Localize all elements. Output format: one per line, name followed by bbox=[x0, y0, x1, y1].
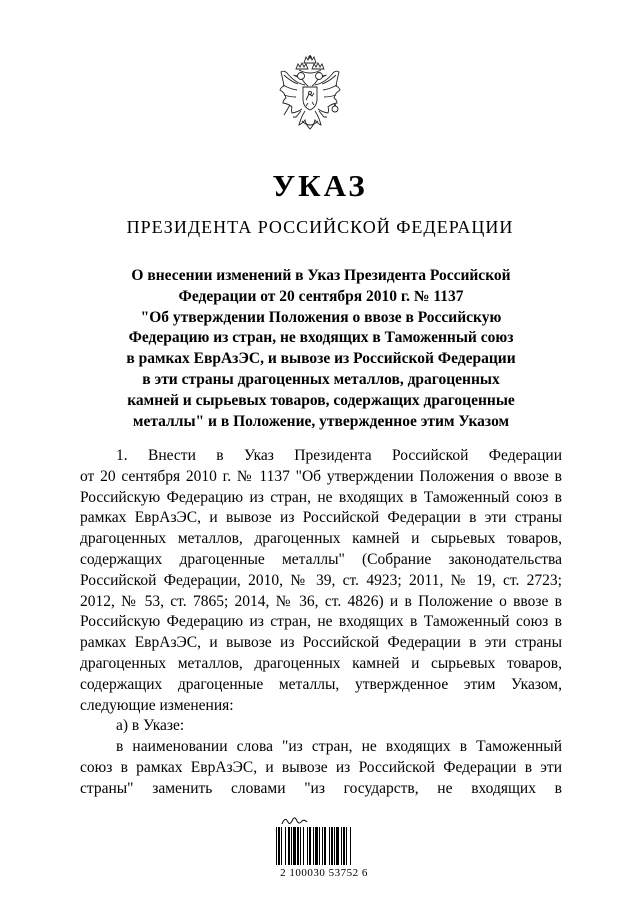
body-line: Российской Федерации, 2010, № 39, ст. 4923; 2011, № 19, ст. 2723; bbox=[80, 571, 562, 589]
body-line: содержащих драгоценные металлы" (Собрание законодательства bbox=[80, 550, 562, 568]
heading-line: Федерацию из стран, не входящих в Таможенный союз bbox=[128, 329, 514, 347]
heading-line: О внесении изменений в Указ Президента Российской bbox=[131, 267, 511, 284]
barcode-icon bbox=[274, 827, 384, 865]
barcode-number: 2 100030 53752 6 bbox=[280, 867, 368, 879]
body-line: содержащих драгоценные металлы, утвержденное этим Указом, bbox=[80, 675, 562, 693]
body-line: рамках ЕврАзЭС, и вывозе из Российской Федерации в эти страны bbox=[80, 509, 562, 527]
body-line: рамках ЕврАзЭС, и вывозе из Российской Федерации в эти страны bbox=[80, 634, 562, 652]
handwritten-mark-icon bbox=[280, 815, 310, 827]
document-heading bbox=[118, 266, 524, 432]
decree-subtitle: ПРЕЗИДЕНТА РОССИЙСКОЙ ФЕДЕРАЦИИ bbox=[126, 217, 514, 237]
document-barcode bbox=[264, 815, 384, 885]
heading-line: камней и сырьевых товаров, содержащих драгоценные bbox=[127, 391, 515, 409]
body-line: следующие изменения: bbox=[80, 696, 234, 714]
body-line: драгоценных металлов, драгоценных камней и сырьевых товаров, bbox=[80, 530, 562, 548]
body-line: страны" заменить словами "из государств, не входящих в bbox=[80, 779, 562, 797]
body-line: драгоценных металлов, драгоценных камней и сырьевых товаров, bbox=[80, 654, 562, 672]
heading-line: "Об утверждении Положения о ввозе в Российскую bbox=[140, 308, 502, 326]
body-line: 2012, № 53, ст. 7865; 2014, № 36, ст. 4826) и в Положение о ввозе в bbox=[80, 592, 562, 610]
body-line: от 20 сентября 2010 г. № 1137 "Об утверждении Положения о ввозе в bbox=[80, 467, 562, 485]
heading-line: металлы" и в Положение, утвержденное этим Указом bbox=[132, 412, 510, 430]
body-line: Российскую Федерацию из стран, не входящих в Таможенный союз в bbox=[80, 488, 562, 506]
body-line: а) в Указе: bbox=[116, 717, 185, 735]
russian-coat-of-arms-icon bbox=[275, 55, 345, 141]
heading-line: в эти страны драгоценных металлов, драгоценных bbox=[142, 370, 500, 388]
heading-line: Федерации от 20 сентября 2010 г. № 1137 bbox=[178, 287, 464, 305]
body-line: Российскую Федерацию из стран, не входящих в Таможенный союз в bbox=[80, 613, 562, 631]
heading-line: в рамках ЕврАзЭС, и вывозе из Российской Федерации bbox=[126, 350, 516, 368]
document-body bbox=[80, 446, 562, 800]
body-line: 1. Внести в Указ Президента Российской Федерации bbox=[116, 447, 562, 464]
body-line: в наименовании слова "из стран, не входящих в Таможенный bbox=[116, 738, 562, 756]
body-line: союз в рамках ЕврАзЭС, и вывозе из Российской Федерации в эти bbox=[80, 758, 562, 776]
decree-title: УКАЗ bbox=[272, 168, 368, 203]
